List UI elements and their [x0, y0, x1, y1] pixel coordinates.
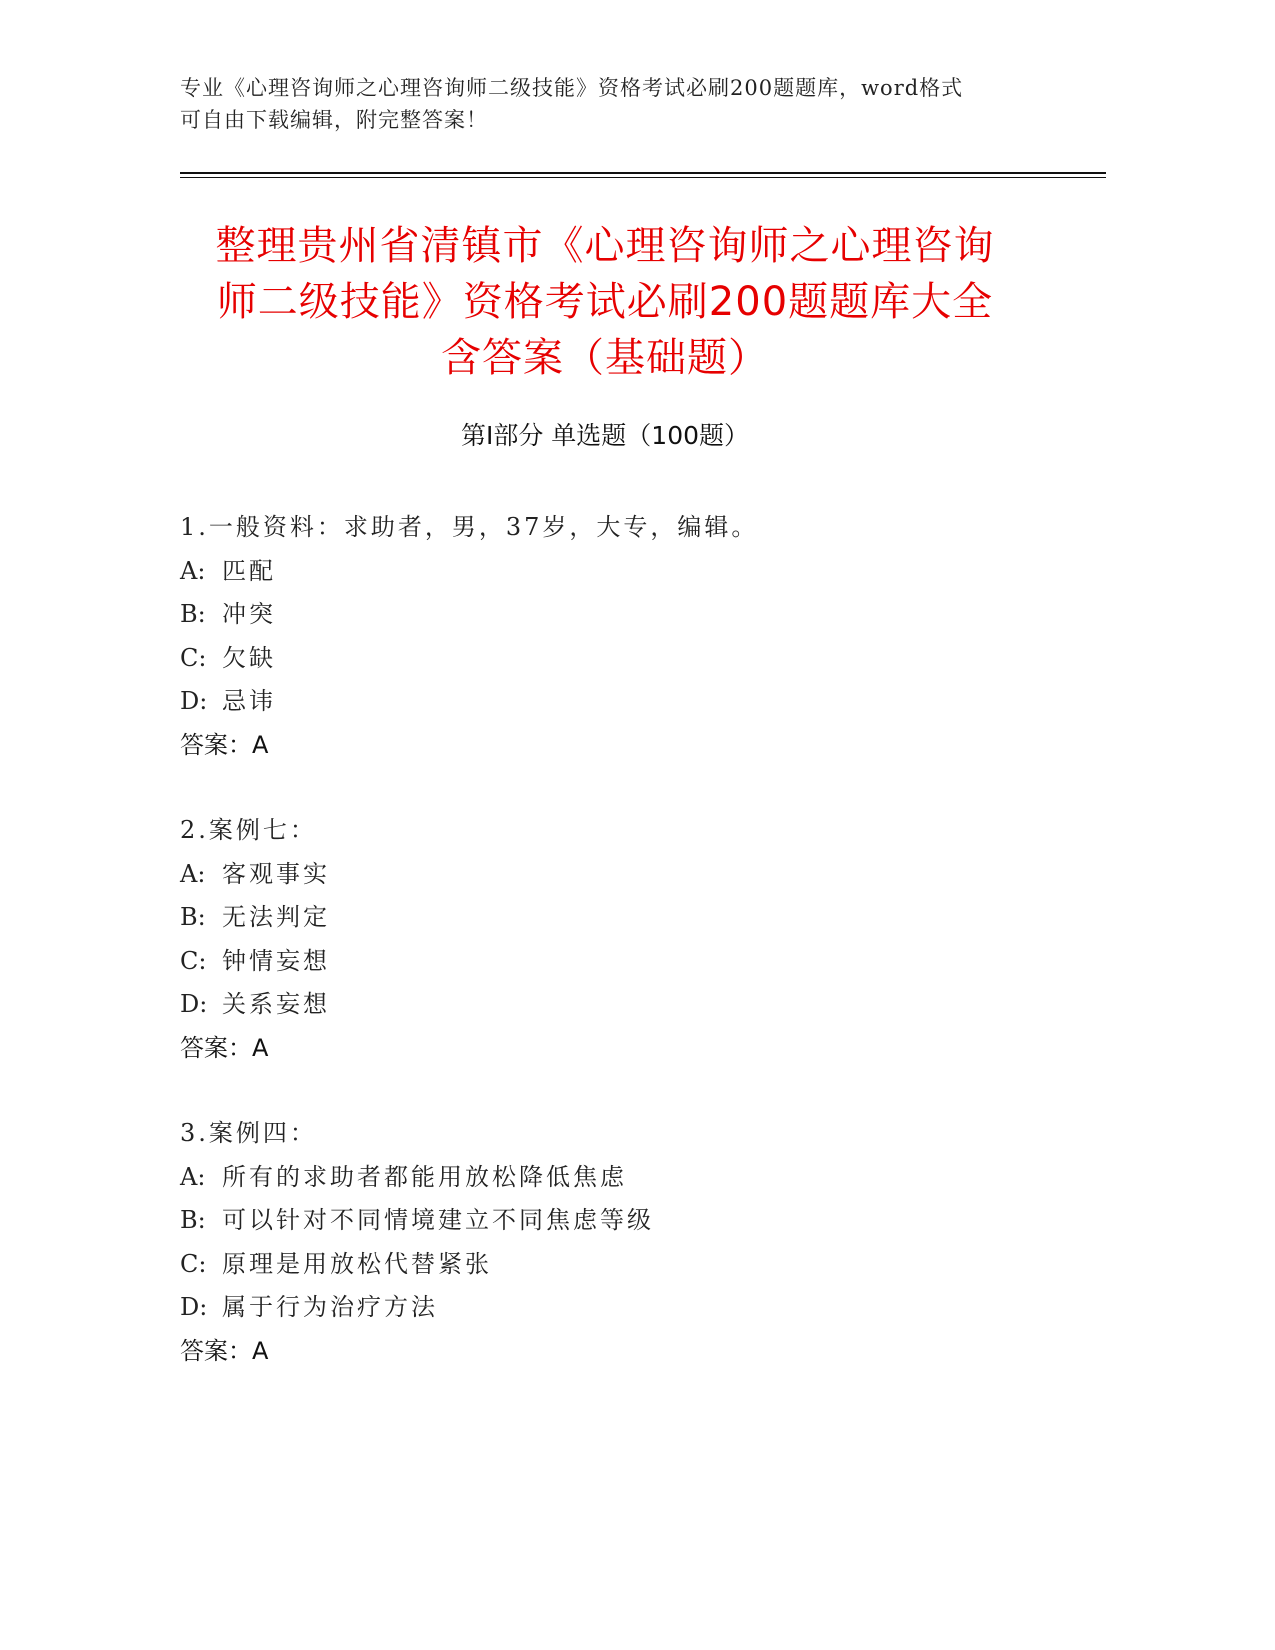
option-key: A: — [180, 859, 206, 888]
option-d — [180, 680, 1040, 724]
option-text: 客观事实 — [222, 859, 330, 888]
option-c — [180, 1243, 1040, 1287]
option-b — [180, 1199, 1040, 1243]
option-b — [180, 593, 1040, 637]
header-note-line-1: 专业《心理咨询师之心理咨询师二级技能》资格考试必刷200题题库，word格式 — [180, 76, 964, 100]
header-note — [180, 72, 1040, 136]
question-list — [180, 506, 1040, 1415]
header-rule-thin — [180, 177, 1106, 178]
option-key: A: — [180, 1162, 206, 1191]
option-key: B: — [180, 903, 206, 931]
option-text: 钟情妄想 — [222, 946, 330, 975]
option-text: 欠缺 — [222, 643, 276, 672]
answer-line: 答案：A — [180, 730, 269, 759]
option-text: 无法判定 — [222, 903, 330, 931]
section-heading: 第Ⅰ部分 单选题（100题） — [460, 421, 750, 450]
option-b — [180, 896, 1040, 940]
title-line-1: 整理贵州省清镇市《心理咨询师之心理咨询 — [215, 223, 995, 269]
question-stem: 2.案例七： — [180, 816, 317, 844]
question-2 — [180, 809, 1040, 1070]
option-key: B: — [180, 1206, 206, 1234]
option-text: 冲突 — [222, 600, 276, 628]
question-1 — [180, 506, 1040, 767]
option-a — [180, 853, 1040, 897]
option-d — [180, 983, 1040, 1027]
answer-line: 答案：A — [180, 1336, 269, 1365]
option-text: 忌讳 — [222, 687, 276, 715]
option-key: C: — [180, 946, 207, 975]
option-c — [180, 940, 1040, 984]
option-key: A: — [180, 556, 206, 585]
option-text: 所有的求助者都能用放松降低焦虑 — [222, 1162, 627, 1191]
option-a — [180, 550, 1040, 594]
option-key: D: — [180, 1293, 208, 1321]
option-text: 匹配 — [222, 556, 276, 585]
title-line-3: 含答案（基础题） — [441, 335, 769, 381]
option-key: C: — [180, 1249, 207, 1278]
option-text: 关系妄想 — [222, 990, 330, 1018]
header-note-line-2: 可自由下载编辑，附完整答案！ — [180, 108, 488, 132]
question-stem: 3.案例四： — [180, 1119, 317, 1147]
option-a — [180, 1156, 1040, 1200]
option-key: C: — [180, 643, 207, 672]
title-line-2: 师二级技能》资格考试必刷200题题库大全 — [216, 279, 994, 325]
option-text: 原理是用放松代替紧张 — [222, 1249, 492, 1278]
option-key: D: — [180, 990, 208, 1018]
option-c — [180, 637, 1040, 681]
answer-line: 答案：A — [180, 1033, 269, 1062]
option-key: D: — [180, 687, 208, 715]
option-d — [180, 1286, 1040, 1330]
option-key: B: — [180, 600, 206, 628]
header-rule-thick — [180, 172, 1106, 174]
option-text: 可以针对不同情境建立不同焦虑等级 — [222, 1206, 654, 1234]
question-stem: 1.一般资料：求助者，男，37岁，大专，编辑。 — [180, 513, 759, 541]
option-text: 属于行为治疗方法 — [222, 1293, 438, 1321]
document-title — [180, 218, 1030, 386]
question-3 — [180, 1112, 1040, 1373]
